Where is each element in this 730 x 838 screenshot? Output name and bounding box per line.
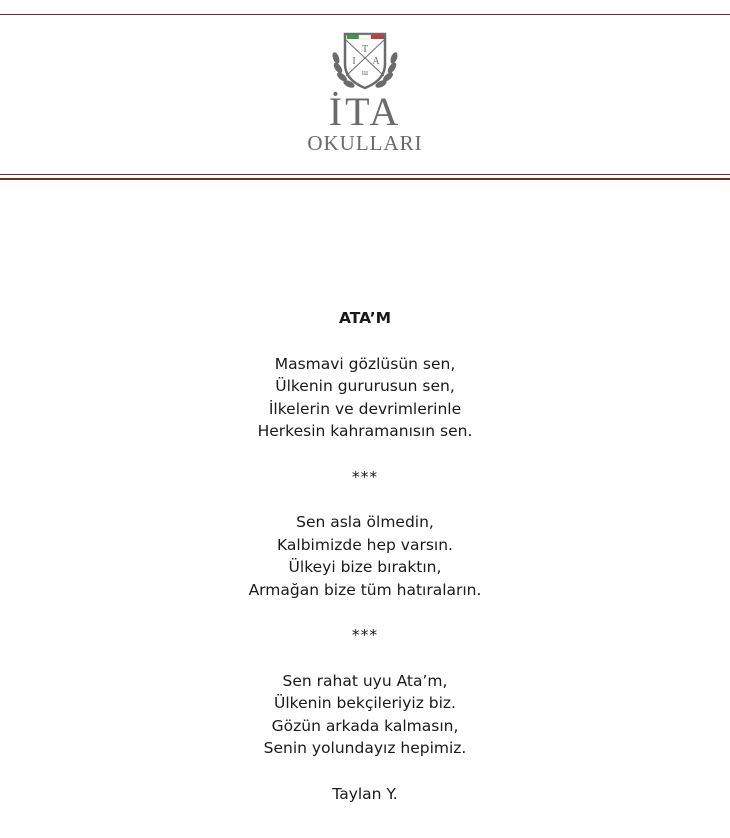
poem-line: İlkelerin ve devrimlerinle xyxy=(268,399,462,418)
logo-subtitle: OKULLARI xyxy=(307,131,423,155)
logo-name: İTA xyxy=(328,89,402,134)
header-top-rule xyxy=(0,14,730,15)
poem-line: Gözün arkada kalmasın, xyxy=(271,716,459,735)
poem-line: Sen asla ölmedin, xyxy=(296,513,434,531)
poem-title: ATA’M xyxy=(338,309,392,327)
poem-line: Herkesin kahramanısın sen. xyxy=(257,422,473,440)
crest-letter-i: I xyxy=(352,56,356,67)
poem-line: Senin yolundayız hepimiz. xyxy=(263,739,467,757)
poem-line: Ülkenin bekçileriyiz biz. xyxy=(274,694,456,712)
poem-line: Masmavi gözlüsün sen, xyxy=(274,354,456,373)
poem-line: Armağan bize tüm hatıraların. xyxy=(248,580,482,599)
poem-author: Taylan Y. xyxy=(332,784,398,803)
stanza-1 xyxy=(0,353,730,443)
stanza-3 xyxy=(0,670,730,760)
poem xyxy=(0,307,730,805)
header-bottom-rule-thick xyxy=(0,178,730,180)
poem-line: Ülkenin gururusun sen, xyxy=(275,377,455,395)
header-bottom-rule xyxy=(0,174,730,175)
stanza-separator: *** xyxy=(351,626,379,644)
poem-line: Sen rahat uyu Ata’m, xyxy=(282,671,448,690)
crest-letter-bottom: ш xyxy=(361,68,369,77)
stanza-2 xyxy=(0,511,730,601)
poem-line: Kalbimizde hep varsın. xyxy=(277,535,453,554)
crest-letter-a: A xyxy=(372,56,380,67)
school-logo xyxy=(300,30,430,160)
stanza-separator: *** xyxy=(351,467,379,486)
crest-letter-t: T xyxy=(361,44,369,55)
poem-line: Ülkeyi bize bıraktın, xyxy=(288,558,442,576)
